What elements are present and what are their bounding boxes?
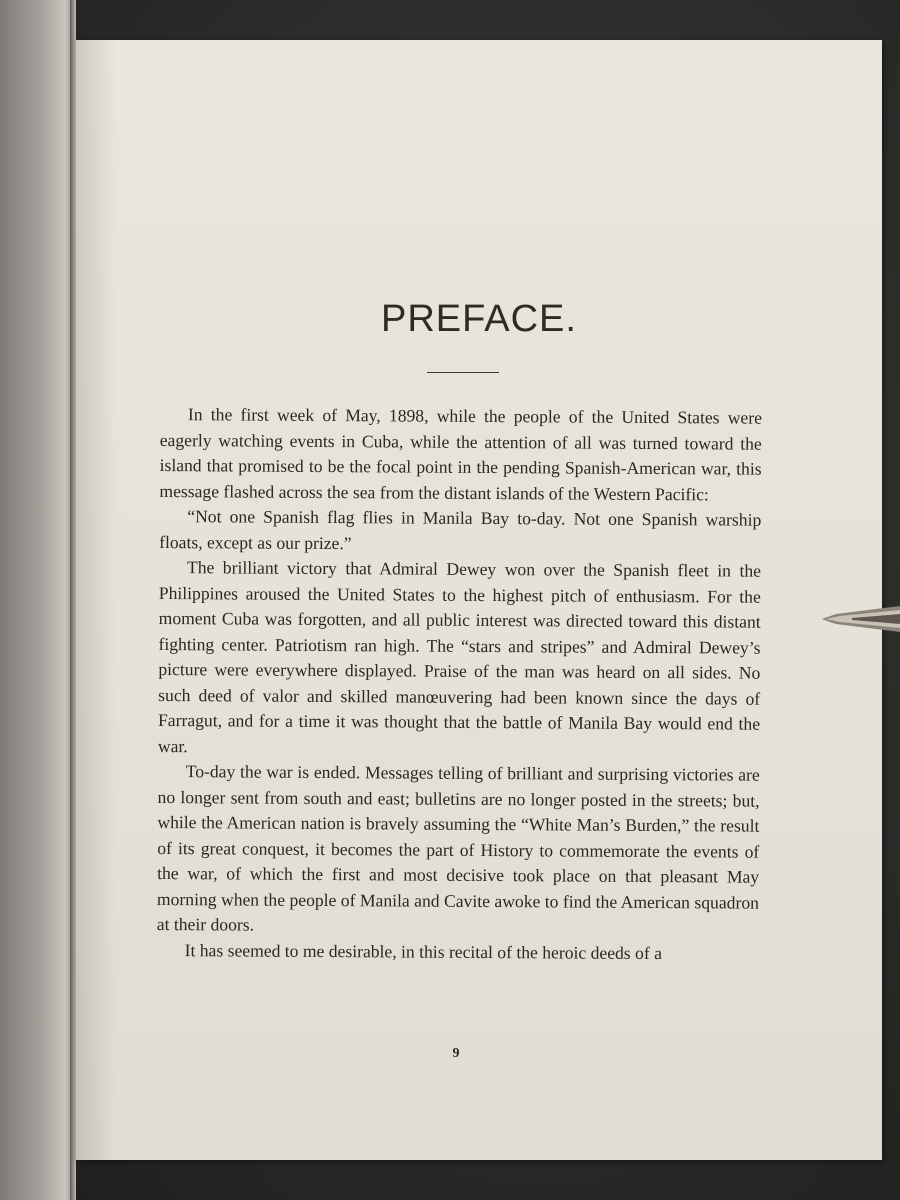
paragraph-1: In the first week of May, 1898, while the people of the United States were eagerly watching events in Cuba, while the attention of all was turned toward the island that promised to be the focal point in the pending Spanish-American war, this message flashed across the sea from the distant islands of the Western Pacific: — [159, 404, 762, 504]
paragraph-5: It has seemed to me desirable, in this recital of the heroic deeds of a — [184, 939, 663, 963]
title-rule — [427, 372, 499, 373]
page-number: 9 — [452, 1046, 460, 1061]
pointer-icon — [822, 600, 900, 638]
book-page — [76, 40, 882, 1160]
page-title: PREFACE. — [381, 298, 577, 340]
page-shadow — [76, 40, 116, 1160]
facing-page-edge — [0, 0, 74, 1200]
body-text — [157, 402, 762, 967]
paragraph-4: To-day the war is ended. Messages telling of brilliant and surprising victories are no longer sent from south and east; bulletins are no longer posted in the streets; but, while the American nation is bravely assuming the “White Man’s Burden,” the result of its great conquest, it becomes the part of History to commemorate the events of the war, of which the first and most decisive took place on that pleasant May morning when the people of Manila and Cavite awoke to find the American squadron at their doors. — [156, 761, 760, 935]
paragraph-2: “Not one Spanish flag flies in Manila Bay to-day. Not one Spanish warship floats, except as our prize.” — [159, 506, 762, 553]
paragraph-3: The brilliant victory that Admiral Dewey won over the Spanish fleet in the Philippines aroused the United States to the highest pitch of enthusiasm. For the moment Cuba was forgotten, and all public interest was directed toward this distant fighting center. Patriotism ran high. The “stars and stripes” and Admiral Dewey’s picture were everywhere displayed. Praise of the man was heard on all sides. No such deed of valor and skilled manœuvering had been known since the days of Farragut, and for a time it was thought that the battle of Manila Bay would end the war. — [157, 557, 762, 756]
